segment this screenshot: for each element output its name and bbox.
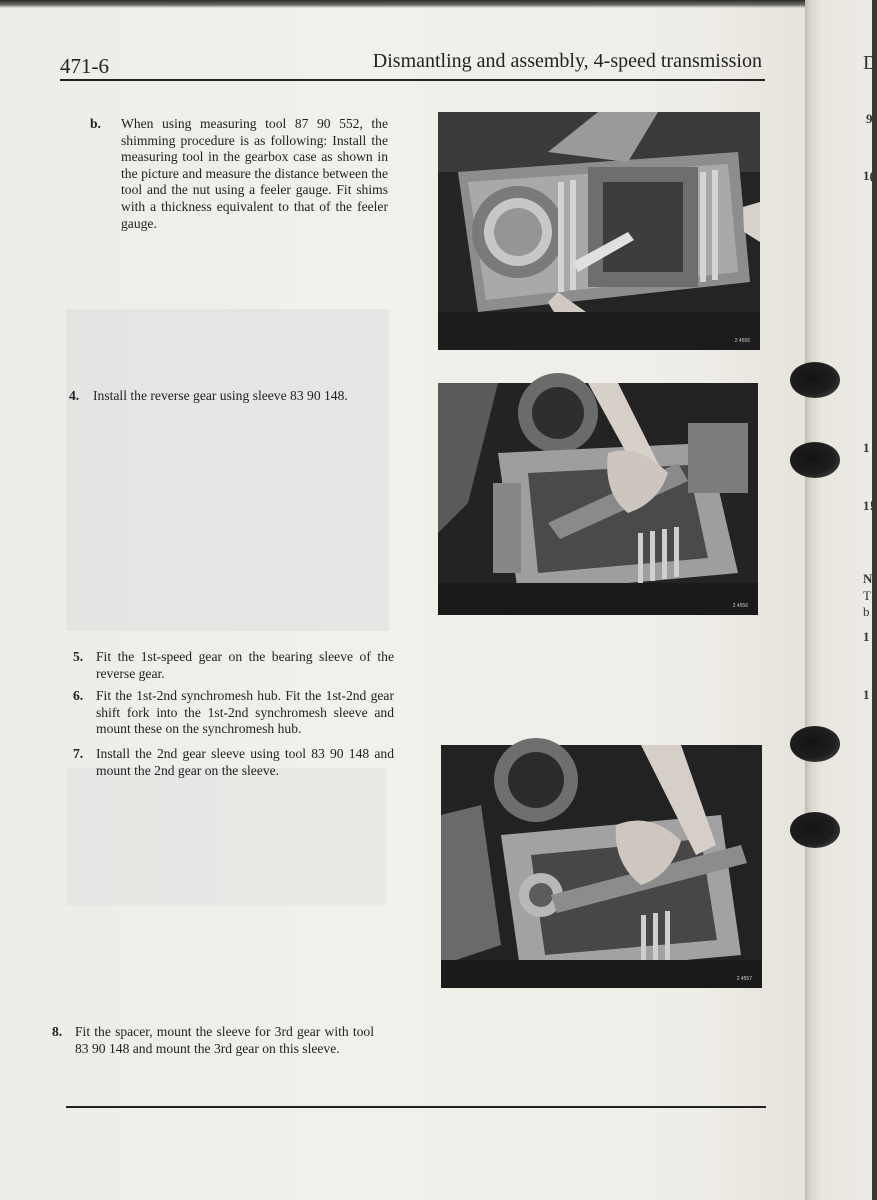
step-number: 8.: [52, 1024, 63, 1039]
step-text: Fit the 1st-speed gear on the bearing sleeve of the reverse gear.: [96, 649, 394, 681]
facing-page-fragment: N: [863, 571, 873, 586]
step-number: b.: [90, 116, 101, 131]
punch-hole: [790, 726, 840, 762]
step-text: Install the reverse gear using sleeve 83 90 148.: [93, 388, 348, 403]
photo-code: 2 4557: [736, 976, 752, 982]
facing-page-fragment: 1: [863, 629, 870, 644]
step-6: [73, 688, 394, 738]
bleed-through-panel: [66, 768, 386, 906]
header-rule: [60, 79, 765, 81]
footer-rule: [66, 1106, 766, 1108]
facing-page-fragment: 1: [863, 440, 870, 455]
punch-hole: [790, 362, 840, 398]
gearbox-image: [438, 383, 758, 615]
photo-reverse-gear-sleeve: [438, 383, 758, 615]
step-8: [52, 1024, 374, 1057]
punch-hole: [790, 442, 840, 478]
step-number: 6.: [73, 688, 84, 703]
step-text: Install the 2nd gear sleeve using tool 83 90 148 and mount the 2nd gear on the sleeve.: [96, 746, 394, 778]
step-text: When using measuring tool 87 90 552, the shimming procedure is as following: Install the measuring tool in the gearbox case as shown in the picture and measure the distance between the tool and the nut using a feeler gauge. Fit shims with a thickness equivalent to that of the feeler gauge.: [121, 116, 388, 231]
photo-gearbox-feeler-gauge: [438, 112, 760, 350]
photo-code: 2 4556: [732, 603, 748, 609]
facing-page-fragment: 1!: [863, 498, 874, 513]
step-b: [90, 116, 388, 232]
punch-hole: [790, 812, 840, 848]
facing-page-fragment: D: [863, 52, 877, 74]
bleed-through-panel: [66, 309, 389, 631]
step-text: Fit the 1st-2nd synchromesh hub. Fit the 1st-2nd gear shift fork into the 1st-2nd synchromesh sleeve and mount these on the synchromesh hub.: [96, 688, 394, 737]
step-5: [73, 649, 394, 682]
facing-page-fragment: 1(: [863, 168, 874, 183]
facing-page-fragment: 1: [863, 687, 870, 702]
step-text: Fit the spacer, mount the sleeve for 3rd gear with tool 83 90 148 and mount the 3rd gear on this sleeve.: [75, 1024, 374, 1056]
gearbox-image: [438, 112, 760, 350]
step-number: 7.: [73, 746, 84, 761]
step-4: [69, 388, 389, 405]
facing-page-edge: [805, 0, 872, 1200]
scan-top-shadow: [0, 0, 872, 8]
page-number: 471-6: [60, 54, 109, 78]
facing-page-fragment: T: [863, 588, 871, 603]
page-title: Dismantling and assembly, 4-speed transmission: [372, 50, 762, 72]
photo-code: 2 4556: [734, 338, 750, 344]
step-7: [73, 746, 394, 779]
photo-second-gear-sleeve: [441, 745, 762, 988]
gearbox-image: [441, 745, 762, 988]
facing-page-fragment: b: [863, 604, 870, 619]
step-number: 5.: [73, 649, 84, 664]
facing-page-fragment: 9: [866, 111, 873, 126]
step-number: 4.: [69, 388, 80, 403]
